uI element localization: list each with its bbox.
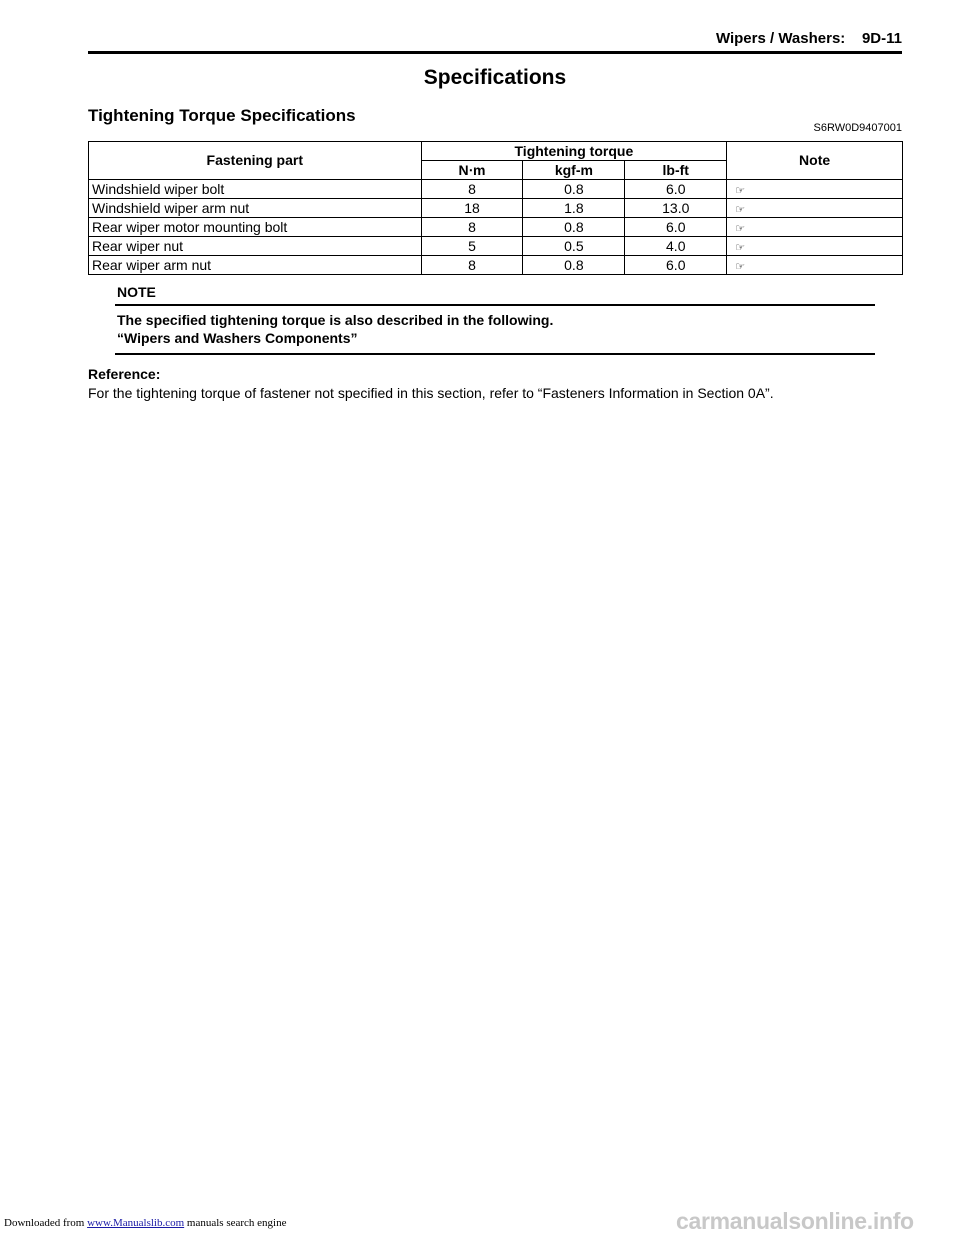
cell-kgfm: 0.8 [523, 218, 625, 237]
reference-text: For the tightening torque of fastener not specified in this section, refer to “Fasteners Information in Section 0A”. [88, 385, 774, 401]
pointing-hand-icon: ☞ [735, 203, 746, 216]
cell-note [727, 199, 903, 218]
cell-kgfm: 0.8 [523, 180, 625, 199]
cell-kgfm: 1.8 [523, 199, 625, 218]
note-box [115, 284, 875, 355]
cell-note [727, 180, 903, 199]
note-label: NOTE [117, 284, 156, 300]
note-line-2: “Wipers and Washers Components” [117, 330, 358, 346]
section-title: Tightening Torque Specifications [88, 106, 356, 125]
header-fastening-part: Fastening part [89, 142, 422, 180]
note-top-rule [115, 304, 875, 306]
reference-label: Reference: [88, 366, 161, 382]
watermark: carmanualsonline.info [676, 1208, 914, 1234]
cell-lbft: 6.0 [625, 256, 727, 275]
page-title: Specifications [423, 66, 567, 89]
cell-nm: 5 [421, 237, 523, 256]
cell-part: Windshield wiper arm nut [89, 199, 422, 218]
header-kgfm: kgf-m [523, 161, 625, 180]
cell-part: Rear wiper arm nut [89, 256, 422, 275]
cell-lbft: 6.0 [625, 180, 727, 199]
cell-nm: 8 [421, 180, 523, 199]
footer-prefix: Downloaded from [4, 1217, 85, 1229]
header-note: Note [727, 142, 903, 180]
cell-part: Rear wiper motor mounting bolt [89, 218, 422, 237]
cell-lbft: 13.0 [625, 199, 727, 218]
reference-block [88, 365, 908, 403]
note-line-1: The specified tightening torque is also described in the following. [117, 312, 554, 328]
manualslib-link[interactable]: www.Manualslib.com [87, 1217, 185, 1229]
header-rule [88, 51, 902, 54]
table-row [89, 237, 903, 256]
page-header: Wipers / Washers: 9D-11 [715, 30, 902, 47]
cell-nm: 18 [421, 199, 523, 218]
download-footer [4, 1217, 286, 1229]
cell-part: Rear wiper nut [89, 237, 422, 256]
pointing-hand-icon: ☞ [735, 222, 746, 235]
cell-lbft: 6.0 [625, 218, 727, 237]
cell-nm: 8 [421, 218, 523, 237]
table-row [89, 180, 903, 199]
section-code: S6RW0D9407001 [813, 122, 902, 134]
table-row [89, 199, 903, 218]
note-text [117, 311, 873, 347]
torque-spec-table [88, 141, 903, 275]
cell-note [727, 218, 903, 237]
pointing-hand-icon: ☞ [735, 260, 746, 273]
cell-note [727, 256, 903, 275]
cell-note [727, 237, 903, 256]
table-row [89, 256, 903, 275]
cell-lbft: 4.0 [625, 237, 727, 256]
header-lbft: lb-ft [625, 161, 727, 180]
pointing-hand-icon: ☞ [735, 241, 746, 254]
cell-kgfm: 0.8 [523, 256, 625, 275]
cell-part: Windshield wiper bolt [89, 180, 422, 199]
header-nm: N⋅m [421, 161, 523, 180]
cell-kgfm: 0.5 [523, 237, 625, 256]
footer-suffix: manuals search engine [186, 1217, 287, 1229]
pointing-hand-icon: ☞ [735, 184, 746, 197]
note-bottom-rule [115, 353, 875, 355]
header-tightening-torque: Tightening torque [421, 142, 727, 161]
table-row [89, 218, 903, 237]
cell-nm: 8 [421, 256, 523, 275]
